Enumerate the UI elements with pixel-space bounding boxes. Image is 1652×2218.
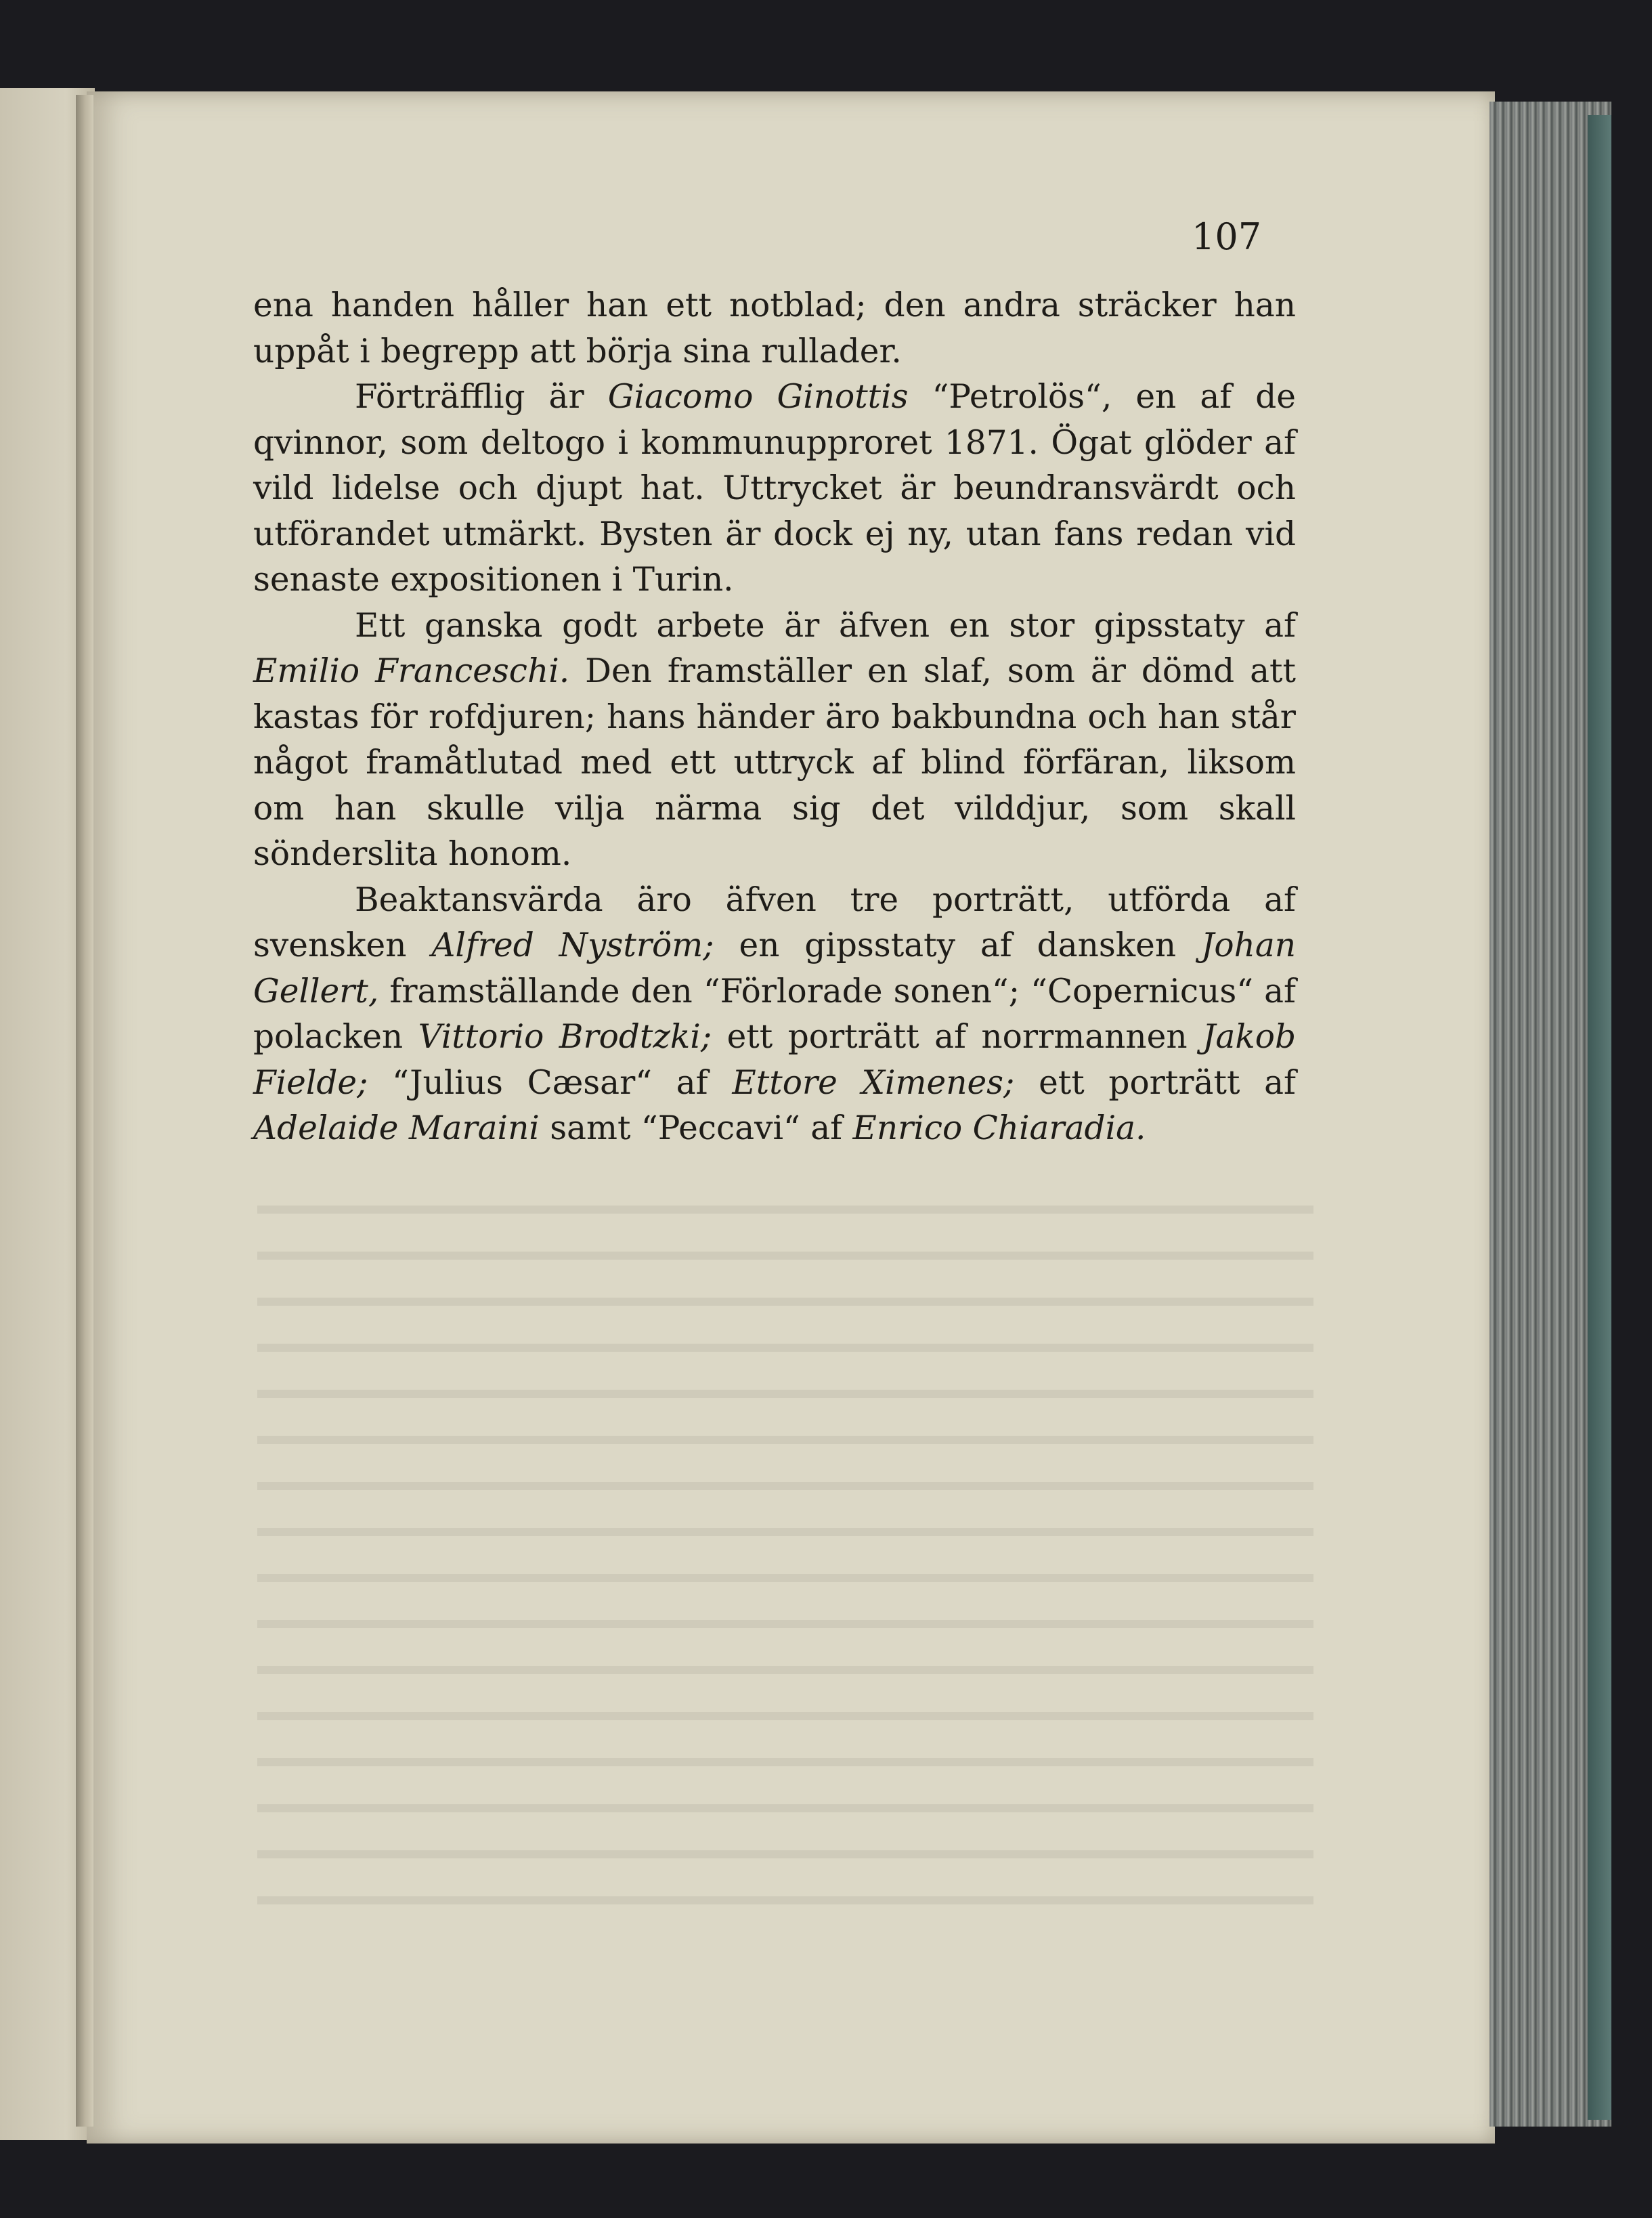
italic-name: Alfred Nyström; [431, 926, 714, 964]
italic-name: Giacomo Ginottis [607, 378, 909, 416]
book-gutter [76, 95, 93, 2127]
italic-name: Johan Gellert, [253, 926, 1296, 1010]
paragraph [253, 375, 1296, 603]
text-run: ena handen håller han ett notblad; den andra sträcker han uppåt i begrepp att börja sina rullader. [253, 286, 1296, 370]
book-cover-edge [1588, 115, 1611, 2120]
text-run: ett porträtt af norrmannen [712, 1018, 1202, 1056]
italic-name: Vittorio Brodtzki; [418, 1018, 712, 1056]
text-run: ett porträtt af [1014, 1063, 1296, 1102]
show-through-text [257, 1178, 1313, 1923]
body-text [253, 283, 1296, 1152]
italic-name: Ettore Ximenes; [732, 1063, 1015, 1102]
text-run: Den framställer en slaf, som är dömd att kastas för rofdjuren; hans händer äro bakbundna och han står något framåtlutad med ett uttryck af blind förfäran, liksom om han skulle vilja närma sig det vilddjur, som skall sönderslita honom. [253, 652, 1296, 873]
italic-name: Emilio Franceschi. [253, 652, 570, 690]
page-number: 107 [1192, 215, 1262, 258]
paragraph [253, 603, 1296, 878]
text-run: en gipsstaty af dansken [714, 926, 1201, 964]
text-run: Ett ganska godt arbete är äfven en stor gipsstaty af [355, 606, 1296, 645]
italic-name: Jakob Fielde; [253, 1018, 1296, 1102]
text-run: samt “Peccavi“ af [539, 1109, 853, 1147]
text-run: Beaktansvärda äro äfven tre porträtt, utförda af svensken [253, 880, 1296, 964]
text-run: Förträfflig är [355, 378, 608, 416]
text-run: “Petrolös“, en af de qvinnor, som deltogo i kommunupproret 1871. Ögat glöder af vild lidelse och djupt hat. Uttrycket är beundransvärdt och utförandet utmärkt. Bysten är dock ej ny, utan fans redan vid senaste expositionen i Turin. [253, 378, 1296, 599]
paragraph [253, 878, 1296, 1152]
text-run: “Julius Cæsar“ af [368, 1063, 733, 1102]
text-run: framställande den “Förlorade sonen“; “Copernicus“ af polacken [253, 972, 1296, 1056]
paragraph [253, 283, 1296, 375]
italic-name: Enrico Chiaradia. [852, 1109, 1146, 1147]
italic-name: Adelaide Maraini [253, 1109, 540, 1147]
